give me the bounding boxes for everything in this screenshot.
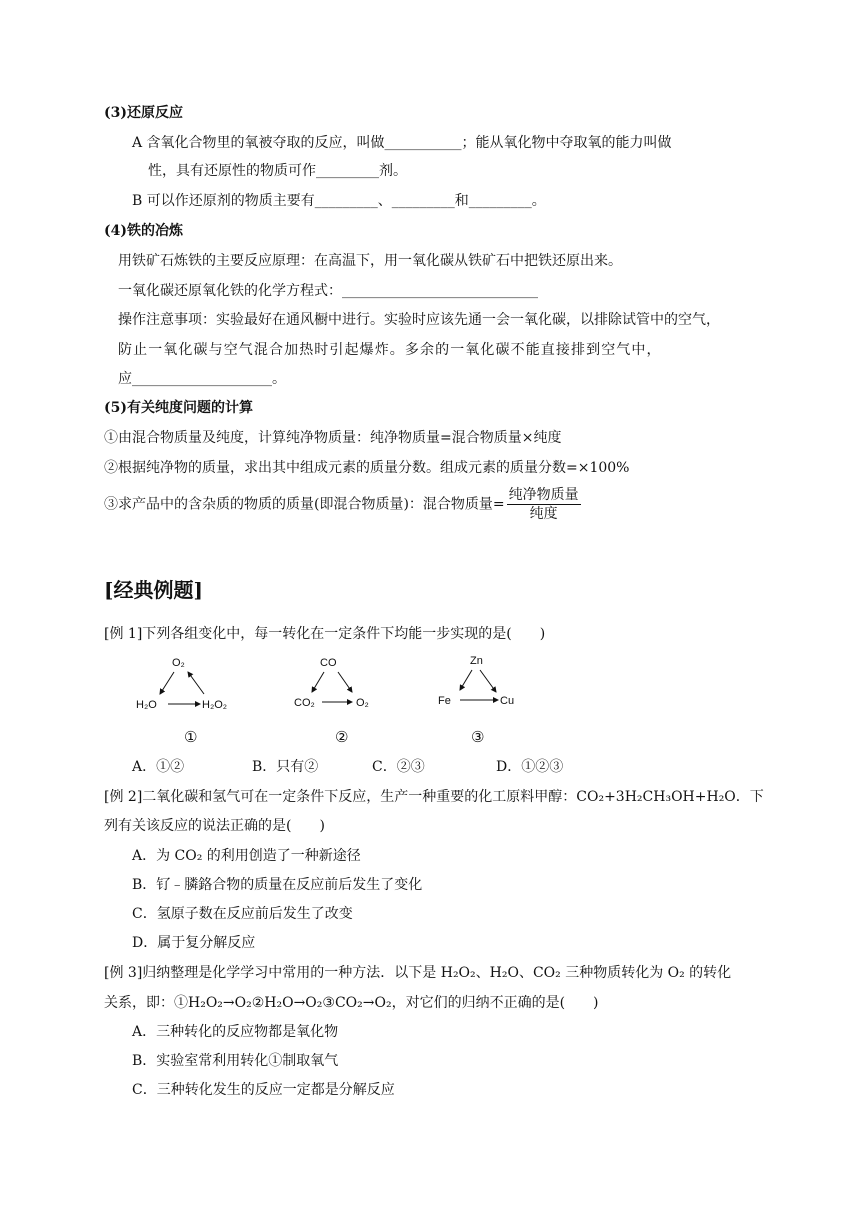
example-2-option-d[interactable]: D．属于复分解反应 xyxy=(132,935,256,951)
section-5-item2: ②根据纯净物的质量，求出其中组成元素的质量分数。组成元素的质量分数=×100% xyxy=(104,460,630,476)
section-4-heading: (4)铁的冶炼 xyxy=(104,223,183,239)
example-2-option-a[interactable]: A．为 CO₂ 的利用创造了一种新途径 xyxy=(132,848,361,864)
example-3-stem-line2: 关系，即：①H₂O₂→O₂②H₂O→O₂③CO₂→O₂，对它们的归纳不正确的是( ) xyxy=(104,995,599,1011)
diagram-1 xyxy=(130,652,250,718)
section-4-line4: 防止一氧化碳与空气混合加热时引起爆炸。多余的一氧化碳不能直接排到空气中， xyxy=(118,342,662,358)
diagram-2-label: ② xyxy=(335,728,349,746)
section-3-heading: (3)还原反应 xyxy=(104,105,183,121)
example-1-stem: [例 1]下列各组变化中，每一转化在一定条件下均能一步实现的是( ) xyxy=(104,626,546,642)
diagram-1-right: H₂O₂ xyxy=(202,699,228,711)
purity-fraction xyxy=(507,486,581,523)
example-3-option-b[interactable]: B．实验室常利用转化①制取氧气 xyxy=(132,1053,339,1069)
example-2-option-b[interactable]: B．钌﹣膦鉻合物的质量在反应前后发生了变化 xyxy=(132,877,423,893)
example-2-stem-line1: [例 2]二氧化碳和氢气可在一定条件下反应，生产一种重要的化工原料甲醇：CO₂+3H₂CH₃OH+H₂O．下 xyxy=(104,789,764,805)
diagram-1-label: ① xyxy=(184,728,198,746)
example-2-option-c[interactable]: C．氢原子数在反应前后发生了改变 xyxy=(132,906,353,922)
example-1-option-b[interactable]: B．只有② xyxy=(252,759,319,775)
section-4-line1: 用铁矿石炼铁的主要反应原理：在高温下，用一氧化碳从铁矿石中把铁还原出来。 xyxy=(118,253,622,269)
section-5-heading: (5)有关纯度问题的计算 xyxy=(104,400,253,416)
diagram-3 xyxy=(430,650,550,716)
section-3-b-line: B 可以作还原剂的物质主要有_________、_________和_________。 xyxy=(132,193,546,209)
section-4-line5: 应____________________。 xyxy=(118,371,286,387)
diagram-2-top: CO xyxy=(320,657,337,669)
diagram-2-left: CO₂ xyxy=(294,697,315,709)
example-3-stem-line1: [例 3]归纳整理是化学学习中常用的一种方法．以下是 H₂O₂、H₂O、CO₂ 三种物质转化为 O₂ 的转化 xyxy=(104,965,732,981)
example-2-stem-line2: 列有关该反应的说法正确的是( ) xyxy=(104,818,325,834)
examples-heading: [经典例题] xyxy=(104,578,203,602)
section-3-a-line1: A 含氧化合物里的氧被夺取的反应，叫做___________；能从氧化物中夺取氧的能力叫做 xyxy=(132,135,672,151)
diagram-3-top: Zn xyxy=(470,655,483,667)
example-1-option-c[interactable]: C．②③ xyxy=(372,759,425,775)
diagram-1-top: O₂ xyxy=(172,657,185,669)
diagram-2 xyxy=(290,652,410,718)
example-3-option-a[interactable]: A．三种转化的反应物都是氧化物 xyxy=(132,1024,339,1040)
diagram-3-right: Cu xyxy=(500,695,515,707)
diagram-3-label: ③ xyxy=(471,728,485,746)
section-3-a-line2: 性，具有还原性的物质可作_________剂。 xyxy=(148,163,407,179)
diagram-3-left: Fe xyxy=(438,695,451,707)
example-1-option-a[interactable]: A．①② xyxy=(132,759,185,775)
section-5-item3 xyxy=(104,486,581,523)
section-4-line3: 操作注意事项：实验最好在通风橱中进行。实验时应该先通一会一氧化碳，以排除试管中的空气， xyxy=(118,312,720,328)
fraction-numerator: 纯净物质量 xyxy=(508,487,579,503)
example-3-option-c[interactable]: C．三种转化发生的反应一定都是分解反应 xyxy=(132,1082,395,1098)
diagram-1-left: H₂O xyxy=(136,699,157,711)
section-5-item1: ①由混合物质量及纯度，计算纯净物质量：纯净物质量=混合物质量×纯度 xyxy=(104,430,562,446)
example-1-option-d[interactable]: D．①②③ xyxy=(496,759,564,775)
section-5-item3-text: ③求产品中的含杂质的物质的质量(即混合物质量)：混合物质量= xyxy=(104,496,505,513)
section-4-line2: 一氧化碳还原氧化铁的化学方程式：____________________________ xyxy=(118,283,538,299)
fraction-denominator: 纯度 xyxy=(529,506,558,522)
diagram-2-right: O₂ xyxy=(356,697,369,709)
